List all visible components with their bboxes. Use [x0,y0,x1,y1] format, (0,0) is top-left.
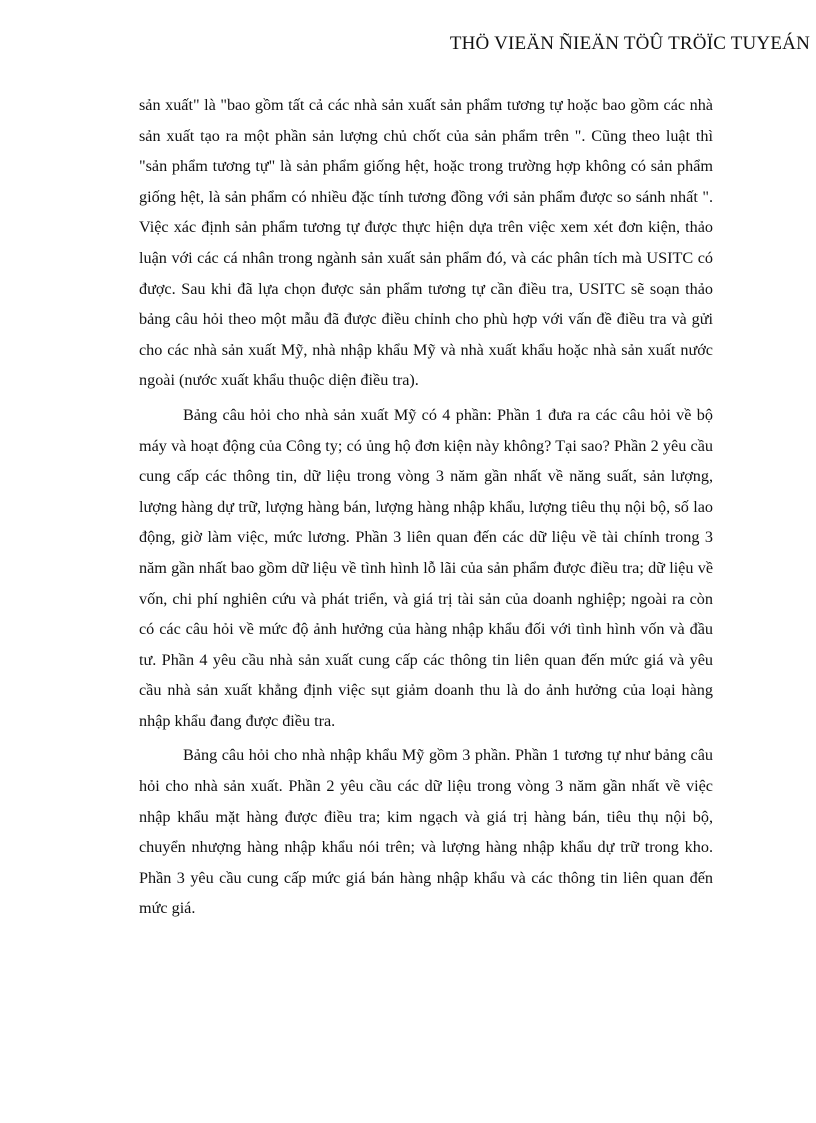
body-text [139,90,713,928]
paragraph-1: sản xuất" là "bao gồm tất cả các nhà sản xuất sản phẩm tương tự hoặc bao gồm các nhà sản xuất tạo ra một phần sản lượng chủ chốt của sản phẩm trên ". Cũng theo luật thì "sản phẩm tương tự" là sản phẩm giống hệt, hoặc trong trường hợp không có sản phẩm giống hệt, là sản phẩm có nhiều đặc tính tương đồng với sản phẩm được so sánh nhất ". Việc xác định sản phẩm tương tự được thực hiện dựa trên việc xem xét đơn kiện, thảo luận với các cá nhân trong ngành sản xuất sản phẩm đó, và các phân tích mà USITC có được. Sau khi đã lựa chọn được sản phẩm tương tự cần điều tra, USITC sẽ soạn thảo bảng câu hỏi theo một mẫu đã được điều chỉnh cho phù hợp với vấn đề điều tra và gửi cho các nhà sản xuất Mỹ, nhà nhập khẩu Mỹ và nhà xuất khẩu hoặc nhà sản xuất nước ngoài (nước xuất khẩu thuộc diện điều tra). [139,96,713,390]
paragraph-2: Bảng câu hỏi cho nhà sản xuất Mỹ có 4 phần: Phần 1 đưa ra các câu hỏi về bộ máy và hoạt động của Công ty; có ủng hộ đơn kiện này không? Tại sao? Phần 2 yêu cầu cung cấp các thông tin, dữ liệu trong vòng 3 năm gần nhất về năng suất, sản lượng, lượng hàng dự trữ, lượng hàng bán, lượng hàng nhập khẩu, lượng tiêu thụ nội bộ, số lao động, giờ làm việc, mức lương. Phần 3 liên quan đến các dữ liệu về tài chính trong 3 năm gần nhất bao gồm dữ liệu về tình hình lỗ lãi của sản phẩm được điều tra; dữ liệu về vốn, chi phí nghiên cứu và phát triển, và giá trị tài sản của doanh nghiệp; ngoài ra còn có các câu hỏi về mức độ ảnh hưởng của hàng nhập khẩu đối với tình hình vốn và đầu tư. Phần 4 yêu cầu nhà sản xuất cung cấp các thông tin liên quan đến mức giá và yêu cầu nhà sản xuất khẳng định việc sụt giảm doanh thu là do ảnh hưởng của loại hàng nhập khẩu đang được điều tra. [139,405,713,730]
running-header: THÖ VIEÄN ÑIEÄN TÖÛ TRÖÏC TUYEÁN [449,33,810,54]
paragraph-3: Bảng câu hỏi cho nhà nhập khẩu Mỹ gồm 3 phần. Phần 1 tương tự như bảng câu hỏi cho nhà sản xuất. Phần 2 yêu cầu các dữ liệu trong vòng 3 năm gần nhất về việc nhập khẩu mặt hàng được điều tra; kim ngạch và giá trị hàng bán, tiêu thụ nội bộ, chuyển nhượng hàng nhập khẩu nói trên; và lượng hàng nhập khẩu dự trữ trong kho. Phần 3 yêu cầu cung cấp mức giá bán hàng nhập khẩu và các thông tin liên quan đến mức giá. [139,746,713,918]
